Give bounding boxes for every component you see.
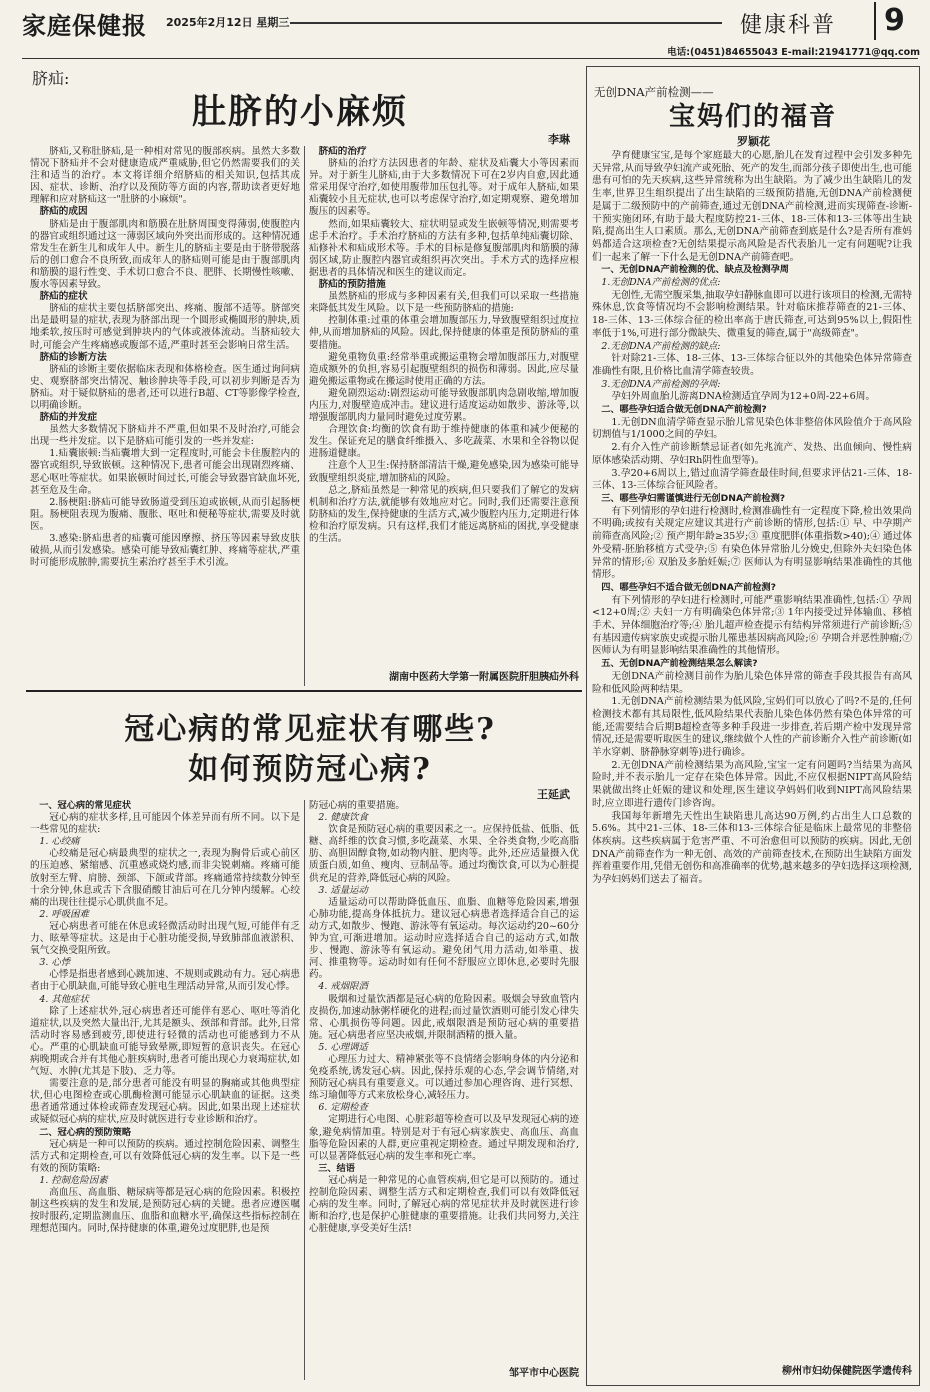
paragraph: 脐疝,又称肚脐疝,是一种相对常见的腹部疾病。虽然大多数情况下脐疝并不会对健康造成严重威胁,但它仍然需要我们的关注和适当的治疗。本文将详细介绍脐疝的相关知识,包括其成因、症状、诊断、治疗以及预防等方面的内容,帮助读者更好地理解和应对脐疝这一"肚脐的小麻烦"。 xyxy=(30,146,300,206)
article2-column-1 xyxy=(30,800,300,1382)
subheading: 1. 控制危险因素 xyxy=(39,1174,108,1186)
paragraph: 然而,如果疝囊较大、症状明显或发生嵌顿等情况,则需要考虑手术治疗。手术治疗脐疝的方法有多种,包括单纯疝囊切除、疝修补术和疝成形术等。手术的目标是修复腹部肌肉和筋膜的薄弱区域,防止腹腔内器官或组织再次突出。手术方式的选择应根据患者的具体情况和医生的建议而定。 xyxy=(309,218,579,278)
subheading: 2. 健康饮食 xyxy=(318,812,368,824)
paragraph: 2.有介入性产前诊断禁忌证者(如先兆流产、发热、出血倾向、慢性病原体感染活动期、孕妇Rh阴性血型等)。 xyxy=(592,442,912,466)
paragraph: 3.孕20+6周以上,错过血清学筛查最佳时间,但要求评估21-三体、18-三体、13-三体综合征风险者。 xyxy=(592,467,912,492)
article2-author: 王延武 xyxy=(537,788,570,801)
header-rule xyxy=(290,22,722,24)
issue-date: 2025年2月12日 星期三 xyxy=(166,16,290,29)
article1-column-2 xyxy=(309,146,579,666)
article2-title-line2: 如何预防冠心病? xyxy=(188,752,432,787)
paragraph: 脐疝是由于腹部肌肉和筋膜在肚脐周围变得薄弱,使腹腔内的器官或组织通过这一薄弱区域向外突出而形成的。这种情况通常发生在新生儿和成年人中。新生儿的脐疝主要是由于脐带脱落后的创口愈合不良所致,而成年人的脐疝则可能是由于腹部肌肉和筋膜的退行性变、手术切口愈合不良、肥胖、长期慢性咳嗽、腹水等因素导致。 xyxy=(30,218,300,291)
contact-line: 电话:(0451)84655043 E-mail:21941771@qq.com xyxy=(667,47,920,58)
paragraph: 饮食是预防冠心病的重要因素之一。应保持低盐、低脂、低糖、高纤维的饮食习惯,多吃蔬菜、水果、全谷类食物,少吃高脂肪、高胆固醇食物,如动物内脏、肥肉等。此外,还应适量摄入优质蛋白质,如鱼、瘦肉、豆制品等。通过均衡饮食,可以为心脏提供充足的营养,降低冠心病的风险。 xyxy=(309,824,579,884)
subheading: 5. 心理调适 xyxy=(318,1041,368,1053)
paragraph: 合理饮食:均衡的饮食有助于维持健康的体重和减少便秘的发生。保证充足的膳食纤维摄入、多吃蔬菜、水果和全谷物以促进肠道健康。 xyxy=(309,424,579,460)
paragraph: 脐疝的诊断主要依据临床表现和体格检查。医生通过询问病史、观察脐部突出情况、触诊肿块等手段,可以初步判断是否为脐疝。对于疑似脐疝的患者,还可以进行B超、CT等影像学检查,以明确诊断。 xyxy=(30,363,300,411)
article3-title: 宝妈们的福音 xyxy=(668,102,837,132)
section-name: 健康科普 xyxy=(740,13,837,38)
subheading: 4. 戒烟限酒 xyxy=(318,981,368,993)
paragraph: 脐疝的症状主要包括脐部突出、疼痛、腹部不适等。脐部突出是最明显的症状,表现为脐部出现一个圆形或椭圆形的肿块,质地柔软,按压时可感觉到肿块内的气体或液体流动。当脐疝较大时,可能会产生疼痛感或腹部不适,严重时甚至会影响日常生活。 xyxy=(30,303,300,351)
subheading: 二、冠心病的预防策略 xyxy=(39,1126,132,1138)
paragraph: 有下列情形的孕妇进行检测时,可能严重影响结果准确性,包括:① 孕周<12+0周;② 夫妇一方有明确染色体异常;③ 1年内接受过异体输血、移植手术、异体细胞治疗等;④ 胎儿超声检查提示有结构异常须进行产前诊断;⑤有基因遗传病家族史或提示胎儿罹患基因病高风险;⑥ 孕期合并恶性肿瘤;⑦ 医师认为有明显影响结果准确性的其他情形。 xyxy=(592,594,912,657)
paragraph: 无创DNA产前检测目前作为胎儿染色体异常的筛查手段其报告有高风险和低风险两种结果。 xyxy=(592,670,912,695)
subheading: 2. 呼吸困难 xyxy=(39,908,89,920)
subheading: 三、哪些孕妇需谨慎进行无创DNA产前检测? xyxy=(601,492,786,504)
subheading: 二、哪些孕妇适合做无创DNA产前检测? xyxy=(601,404,767,416)
paragraph: 2.肠梗阻:脐疝可能导致肠道受到压迫或嵌顿,从而引起肠梗阻。肠梗阻表现为腹痛、腹胀、呕吐和便秘等症状,需要及时就医。 xyxy=(30,496,300,532)
paragraph: 3.感染:脐疝患者的疝囊可能因摩擦、挤压等因素导致皮肤破损,从而引发感染。感染可能导致疝囊红肿、疼痛等症状,严重时可能形成脓肿,需要抗生素治疗甚至手术引流。 xyxy=(30,533,300,569)
paragraph: 孕妇外周血胎儿游离DNA检测适宜孕周为12+0周-22+6周。 xyxy=(611,391,876,403)
paragraph: 避免重物负重:经常举重或搬运重物会增加腹部压力,对腹壁造成额外的负担,容易引起腹壁组织的损伤和薄弱。因此,应尽量避免搬运重物或在搬运时使用正确的方法。 xyxy=(309,351,579,387)
subheading: 2.无创DNA产前检测的缺点: xyxy=(601,340,721,352)
paragraph: 1.无创DN血清学筛查显示胎儿常见染色体非整倍体风险值介于高风险切割值与1/1000之间的孕妇。 xyxy=(592,416,912,441)
subheading: 脐疝的成因 xyxy=(39,206,88,218)
subheading: 一、冠心病的常见症状 xyxy=(39,800,132,811)
paragraph: 1.疝囊嵌顿:当疝囊增大到一定程度时,可能会卡住腹腔内的器官或组织,导致嵌顿。这种情况下,患者可能会出现剧烈疼痛、恶心呕吐等症状。如果嵌顿时间过长,可能会导致器官缺血坏死,甚至危及生命。 xyxy=(30,448,300,496)
paragraph: 我国每年新增先天性出生缺陷患儿高达90万例,约占出生人口总数的5.6%。其中21-三体、18-三体和13-三体综合征是临床上最常见的非整倍体疾病。这些疾病属于危害严重、不可治愈但可以预防的疾病。因此,无创DNA产前筛查作为一种无创、高效的产前筛查技术,在预防出生缺陷方面发挥着重要作用,凭借无创伤和高准确率的优势,越来越多的孕妇选择这项检测,为孕妇妈妈们送去了福音。 xyxy=(592,810,912,886)
article-divider xyxy=(26,690,582,692)
paragraph: 针对除21-三体、18-三体、13-三体综合征以外的其他染色体异常筛查准确性有限,且价格比血清学筛查较贵。 xyxy=(592,353,912,377)
paragraph: 吸烟和过量饮酒都是冠心病的危险因素。吸烟会导致血管内皮损伤,加速动脉粥样硬化的进程;而过量饮酒则可能引发心律失常、心肌损伤等问题。因此,戒烟限酒是预防冠心病的重要措施。冠心病患者应坚决戒烟,并限制酒精的摄入量。 xyxy=(309,993,579,1041)
subheading: 1.无创DNA产前检测的优点: xyxy=(601,277,721,289)
masthead xyxy=(0,0,930,48)
paragraph: 脐疝的治疗方法因患者的年龄、症状及疝囊大小等因素而异。对于新生儿脐疝,由于大多数情况下可在2岁内自愈,因此通常采用保守治疗,如使用腹带加压包扎等。对于成年人脐疝,如果疝囊较小且无症状,也可以考虑保守治疗,如定期观察、避免增加腹压的因素等。 xyxy=(309,158,579,218)
page-number: 9 xyxy=(874,2,905,40)
paragraph: 总之,脐疝虽然是一种常见的疾病,但只要我们了解它的发病机制和治疗方法,就能够有效地应对它。同时,我们还需要注意预防脐疝的发生,保持健康的生活方式,减少腹腔内压力,定期进行体检和治疗原发病。只有这样,我们才能远离脐疝的困扰,享受健康的生活。 xyxy=(309,484,579,544)
subheading: 6. 定期检查 xyxy=(318,1102,368,1114)
subheading: 五、无创DNA产前检测结果怎么解读? xyxy=(601,658,758,670)
paragraph: 无创性,无需空腹采集,抽取孕妇静脉血即可以进行该项目的检测,无需特殊休息,饮食等情况均不会影响检测结果。针对临床推荐筛查的21-三体、18-三体、13-三体综合征的检出率高于唐氏筛查,可达到95%以上,假阳性率低于1%,可进行部分微缺失、微重复的筛查,属于"高级筛查"。 xyxy=(592,289,912,339)
subheading: 三、结语 xyxy=(318,1162,355,1174)
paragraph: 孕育健康宝宝,是每个家庭最大的心愿,胎儿在发育过程中会引发多种先天异常,从而导致孕妇流产或死胎、死产的发生,而部分孩子即使出生,也可能患有可怕的先天疾病,这些异常统称为出生缺陷。为了减少出生缺陷儿的发生率,世界卫生组织提出了出生缺陷的三级预防措施,无创DNA产前检测便是属于二级预防中的产前筛查,通过无创DNA产前检测,进而实现筛查-诊断-干预实施闭环,有助于最大程度防控21-三体、18-三体和13-三体等出生缺陷,提高出生人口素质。那么,无创DNA产前筛查到底是什么?是否所有准妈妈都适合这项检查?无创结果提示高风险是否代表胎儿一定有问题呢?让我们一起来了解一下什么是无创DNA产前筛查吧。 xyxy=(592,150,912,263)
article1-title: 肚脐的小麻烦 xyxy=(192,92,408,132)
column-rule xyxy=(304,800,305,1380)
paragraph: 心理压力过大、精神紧张等不良情绪会影响身体的内分泌和免疫系统,诱发冠心病。因此,保持乐观的心态,学会调节情绪,对预防冠心病具有重要意义。可以通过参加心理咨询、进行冥想、练习瑜伽等方式来放松身心,减轻压力。 xyxy=(309,1053,579,1102)
subheading: 脐疝的症状 xyxy=(39,291,88,303)
paper-name: 家庭保健报 xyxy=(22,11,147,40)
paragraph: 注意个人卫生:保持脐部清洁干燥,避免感染,因为感染可能导致腹壁组织炎症,增加脐疝的风险。 xyxy=(309,460,579,484)
subheading: 脐疝的并发症 xyxy=(39,412,98,424)
article3-author: 罗颖花 xyxy=(737,135,770,148)
subheading: 3. 心悸 xyxy=(39,957,71,969)
article2-title-line1: 冠心病的常见症状有哪些? xyxy=(124,712,496,747)
paragraph: 2.无创DNA产前检测结果为高风险,宝宝一定有问题吗?当结果为高风险时,并不表示胎儿一定存在染色体异常。因此,不应仅根据NIPT高风险结果就做出终止妊娠的建议和处理,医生建议孕妈妈们收到NIPT高风险结果时,应立即进行遗传门诊咨询。 xyxy=(592,759,912,809)
subheading: 4. 其他症状 xyxy=(39,993,89,1005)
subheading: 3.无创DNA产前检测的孕周: xyxy=(601,378,721,390)
paragraph: 高血压、高血脂、糖尿病等都是冠心病的危险因素。积极控制这些疾病的发生和发展,是预防冠心病的关键。患者应遵医嘱按时服药,定期监测血压、血脂和血糖水平,确保这些指标控制在理想范围内。同时,保持健康的体重,避免过度肥胖,也是预 xyxy=(30,1187,300,1235)
paragraph: 冠心病是一种常见的心血管疾病,但它是可以预防的。通过控制危险因素、调整生活方式和定期检查,我们可以有效降低冠心病的发生率。同时,了解冠心病的常见症状并及时就医进行诊断和治疗,也是保护心脏健康的重要措施。让我们共同努力,关注心脏健康,享受美好生活! xyxy=(309,1174,579,1235)
article1-author: 李琳 xyxy=(548,133,570,146)
paragraph: 虽然大多数情况下脐疝并不严重,但如果不及时治疗,可能会出现一些并发症。以下是脐疝可能引发的一些并发症: xyxy=(30,424,300,448)
paragraph: 避免剧烈运动:剧烈运动可能导致腹部肌肉急剧收缩,增加腹内压力,对腹壁造成冲击。建议进行适度运动如散步、游泳等,以增强腹部肌肉力量同时避免过度劳累。 xyxy=(309,387,579,424)
paragraph: 防冠心病的重要措施。 xyxy=(309,800,405,811)
article2-affiliation: 邹平市中心医院 xyxy=(509,1368,579,1379)
article1-column-1 xyxy=(30,146,300,686)
paragraph: 适量运动可以帮助降低血压、血脂、血糖等危险因素,增强心肺功能,提高身体抵抗力。建议冠心病患者选择适合自己的运动方式,如散步、慢跑、游泳等有氧运动。每次运动约20~60分钟为宜,可渐进增加。运动时应选择适合自己的运动方式,如散步、慢跑、游泳等有氧运动。避免闭气用力活动,如举重、拔河、推重物等。运动时如有任何不舒服应立即休息,必要时先服药。 xyxy=(309,896,579,981)
article3-column xyxy=(592,150,912,1356)
paragraph: 心绞痛是冠心病最典型的症状之一,表现为胸骨后或心前区的压迫感、紧缩感、沉重感或烧灼感,而非尖锐刺痛。疼痛可能放射至左臂、肩膀、颈部、下颌或背部。疼痛通常持续数分钟至十余分钟,休息或舌下含服硝酸甘油后可在几分钟内缓解。心绞痛的出现往往提示心肌供血不足。 xyxy=(30,848,300,908)
column-rule xyxy=(304,146,305,686)
paragraph: 1.无创DNA产前检测结果为低风险,宝妈们可以放心了吗?不是的,任何检测技术都有其局限性,低风险结果代表胎儿染色体仍然有染色体异常的可能,还需要结合后期B超检查等多种手段进一步排查,若后期产检中发现异常情况,还是需要听取医生的建议,继续做个人性的产前诊断介入性产前诊断(如羊水穿刺、脐静脉穿刺等)进行确诊。 xyxy=(592,696,912,759)
article3-affiliation: 柳州市妇幼保健院医学遗传科 xyxy=(782,1366,912,1377)
top-divider xyxy=(22,58,918,59)
paragraph: 冠心病是一种可以预防的疾病。通过控制危险因素、调整生活方式和定期检查,可以有效降低冠心病的发生率。以下是一些有效的预防策略: xyxy=(30,1138,300,1174)
article2-column-2 xyxy=(309,800,579,1362)
subheading: 3. 适量运动 xyxy=(318,884,368,896)
subheading: 脐疝的预防措施 xyxy=(318,279,386,291)
paragraph: 冠心病患者可能在休息或轻微活动时出现气短,可能伴有乏力、眩晕等症状。这是由于心脏功能受损,导致肺部血液淤积、氧气交换受阻所致。 xyxy=(30,920,300,957)
paragraph: 除了上述症状外,冠心病患者还可能伴有恶心、呕吐等消化道症状,以及突然大量出汗,尤其是额头、颈部和背部。此外,日常活动时容易感到疲劳,即使进行轻微的活动也可能感到力不从心。严重的心肌缺血可能导致晕厥,即短暂的意识丧失。在冠心病晚期或合并有其他心脏疾病时,患者可能出现心力衰竭症状,如气短、水肿(尤其是下肢)、乏力等。 xyxy=(30,1005,300,1078)
paragraph: 需要注意的是,部分患者可能没有明显的胸痛或其他典型症状,但心电图检查或心肌酶检测可能显示心肌缺血的证据。这类患者通常通过体检或筛查发现冠心病。因此,如果出现上述症状或疑似冠心病的症状,应及时就医进行专业诊断和治疗。 xyxy=(30,1078,300,1126)
subheading: 一、无创DNA产前检测的优、缺点及检测孕周 xyxy=(601,264,789,276)
paragraph: 控制体重:过重的体重会增加腹部压力,导致腹壁组织过度拉伸,从而增加脐疝的风险。因此,保持健康的体重是预防脐疝的重要措施。 xyxy=(309,315,579,351)
paragraph: 心悸是指患者感到心跳加速、不规则或跳动有力。冠心病患者由于心肌缺血,可能导致心脏电生理活动异常,从而引发心悸。 xyxy=(30,969,300,993)
subheading: 四、哪些孕妇不适合做无创DNA产前检测? xyxy=(601,581,776,593)
article1-affiliation: 湖南中医药大学第一附属医院肝胆胰疝外科 xyxy=(389,672,579,683)
paragraph: 虽然脐疝的形成与多种因素有关,但我们可以采取一些措施来降低其发生风险。以下是一些预防脐疝的措施: xyxy=(309,291,579,315)
paragraph: 有下列情形的孕妇进行检测时,检测准确性有一定程度下降,检出效果尚不明确;或按有关规定应建议其进行产前诊断的情形,包括:① 早、中孕期产前筛查高风险;② 预产期年龄≥35岁;③ 重度肥胖(体重指数>40);④ 通过体外受精-胚胎移植方式受孕;⑤ 有染色体异常胎儿分娩史,但除外夫妇染色体异常的情形;⑥ 双胎及多胎妊娠;⑦ 医师认为有明显影响结果准确性的其他情形。 xyxy=(592,505,912,581)
subheading: 脐疝的诊断方法 xyxy=(39,351,107,363)
article3-kicker: 无创DNA产前检测—— xyxy=(594,85,714,99)
subheading: 1. 心绞痛 xyxy=(39,836,80,848)
paragraph: 冠心病的症状多样,且可能因个体差异而有所不同。以下是一些常见的症状: xyxy=(30,812,300,836)
paragraph: 定期进行心电图、心脏彩超等检查可以及早发现冠心病的迹象,避免病情加重。特别是对于有冠心病家族史、高血压、高血脂等危险因素的人群,更应重视定期检查。通过早期发现和治疗,可以显著降低冠心病的发生率和死亡率。 xyxy=(309,1114,579,1162)
article1-kicker: 脐疝: xyxy=(32,69,70,88)
subheading: 脐疝的治疗 xyxy=(318,146,367,157)
